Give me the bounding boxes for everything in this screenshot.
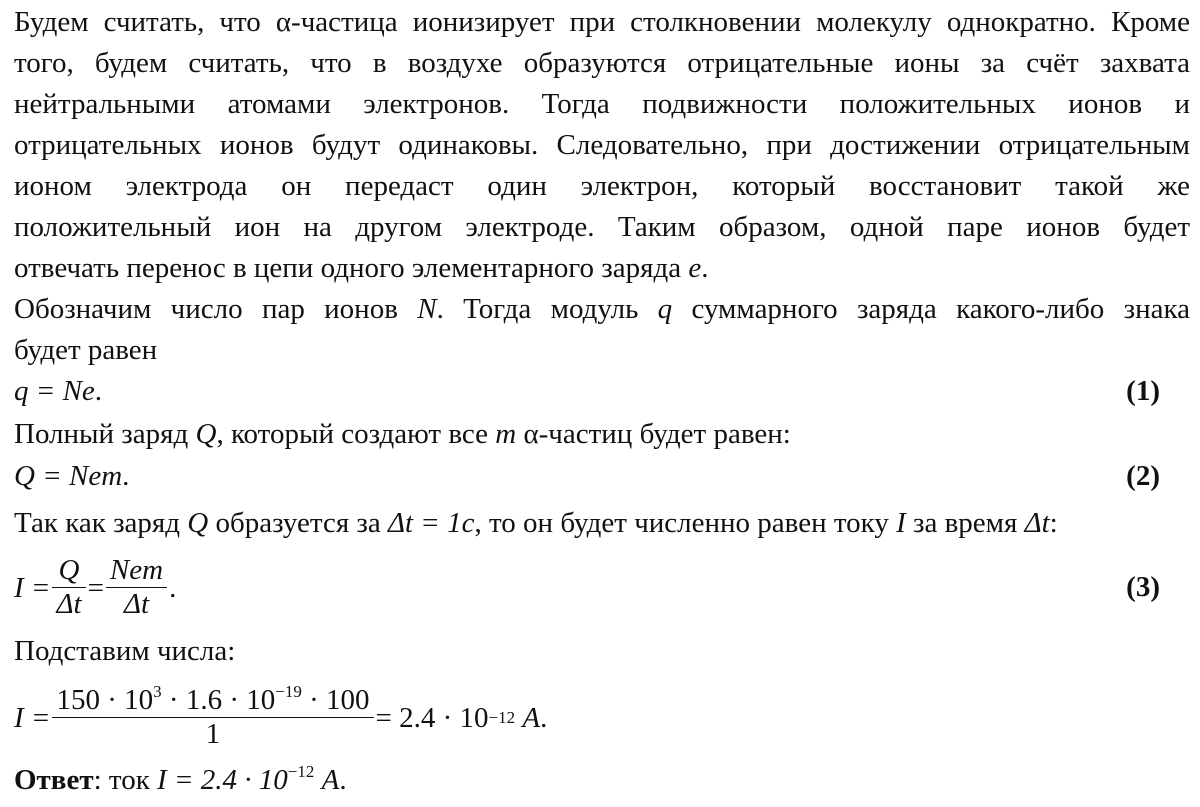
time-interval: Δt = 1c (387, 507, 475, 539)
equation-number-2: (2) (1126, 460, 1160, 492)
p4-text-4: за время (913, 507, 1018, 539)
var-dt: Δt (1024, 507, 1050, 539)
paragraph-line-3: нейтральными атомами электронов. Тогда подвижности положительных ионов и (14, 88, 1190, 120)
p3-text-1: Полный заряд (14, 418, 189, 450)
var-Q-2: Q (187, 507, 209, 539)
equation-4: I = $\frac{150 \cdot 10^3 \cdot 1.6 \cdot 10^{-19} \cdot 100}{1}$ = 2.4 · 10 −12 A . (14, 681, 548, 750)
fraction-substituted (52, 681, 373, 751)
p2-text-2: . Тогда модуль (436, 293, 639, 325)
equation-4-end: . (540, 701, 548, 734)
answer-exp: −12 (287, 762, 315, 781)
equation-1-formula: q = Ne (14, 375, 95, 407)
paragraph-line-4: отрицательных ионов будут одинаковы. Следовательно, при достижении отрицательным (14, 129, 1190, 161)
p1-last-end: . (701, 252, 709, 284)
equation-3 (14, 546, 1190, 630)
fraction-Q-over-dt (52, 555, 85, 621)
fraction-1-numerator: Q (52, 555, 85, 588)
p4-text-2: образуется за (215, 507, 381, 539)
equation-1-end: . (94, 375, 103, 407)
fraction-1-denominator: Δt (56, 587, 82, 620)
paragraph-line-5: ионом электрода он передаст один электрон, который восстановит такой же (14, 170, 1190, 202)
numerator-exp-a: 3 (153, 681, 162, 701)
paragraph2-line-1 (14, 289, 1190, 330)
equation-2 (14, 456, 1190, 497)
fraction-Nem-over-dt (106, 555, 167, 621)
numerator-part-c: · 100 (301, 683, 370, 716)
paragraph-line-1: Будем считать, что α-частица ионизирует при столкновении молекулу однократно. Кроме (14, 6, 1190, 38)
var-Q: Q (195, 418, 217, 450)
p3-text-3: α-частиц будет равен: (523, 418, 791, 450)
equation-4-lhs: I = (14, 701, 51, 734)
paragraph-line-7 (14, 248, 1190, 289)
equation-3-end: . (169, 571, 177, 604)
answer-line (14, 760, 1190, 801)
var-I: I (896, 507, 906, 539)
paragraph5: Подставим числа: (14, 635, 236, 667)
paragraph-line-2: того, будем считать, что в воздухе образуются отрицательные ионы за счёт захвата (14, 47, 1190, 79)
answer-unit: A (321, 764, 340, 796)
unit-ampere: A (522, 701, 541, 734)
fraction-substituted-numerator (52, 681, 373, 718)
p1-last-text: отвечать перенос в цепи одного элементарного заряда (14, 252, 682, 284)
p4-text-1: Так как заряд (14, 507, 180, 539)
equation-2-end: . (122, 460, 130, 492)
var-q: q (657, 293, 673, 325)
answer-text: ток (108, 764, 150, 796)
p3-text-2: , который создают все (216, 418, 488, 450)
equals-sign: = (87, 571, 104, 604)
p2-text-1: Обозначим число пар ионов (14, 293, 398, 325)
answer-end: . (339, 764, 347, 796)
p2-text-3: суммарного заряда какого-либо знака (691, 293, 1190, 325)
p4-text-3: , то он будет численно равен току (474, 507, 889, 539)
equation-1 (14, 371, 1190, 412)
paragraph3 (14, 414, 1190, 455)
p4-end: : (1049, 507, 1058, 539)
equation-2-formula: Q = Nem (14, 460, 123, 492)
numerator-part-b: · 1.6 · 10 (161, 683, 276, 716)
paragraph4 (14, 503, 1190, 544)
var-e: e (688, 252, 702, 284)
equation-number-3: (3) (1126, 571, 1160, 603)
equation-3-lhs: I = (14, 571, 51, 604)
numerator-exp-b: −19 (275, 681, 302, 701)
numerator-part-a: 150 · 10 (56, 683, 154, 716)
answer-label: Ответ (14, 764, 94, 796)
paragraph2-line-2: будет равен (14, 334, 158, 366)
equation-4-rhs: = 2.4 · 10 (375, 701, 489, 734)
paragraph-line-6: положительный ион на другом электроде. Таким образом, одной паре ионов будет (14, 211, 1190, 243)
fraction-substituted-denominator: 1 (205, 717, 221, 750)
equation-number-1: (1) (1126, 375, 1160, 407)
fraction-2-denominator: Δt (123, 587, 150, 620)
var-N: N (417, 293, 437, 325)
answer-colon: : (93, 764, 102, 796)
var-m: m (495, 418, 517, 450)
answer-formula: I = 2.4 · 10 (157, 764, 288, 796)
fraction-2-numerator: Nem (106, 555, 167, 588)
